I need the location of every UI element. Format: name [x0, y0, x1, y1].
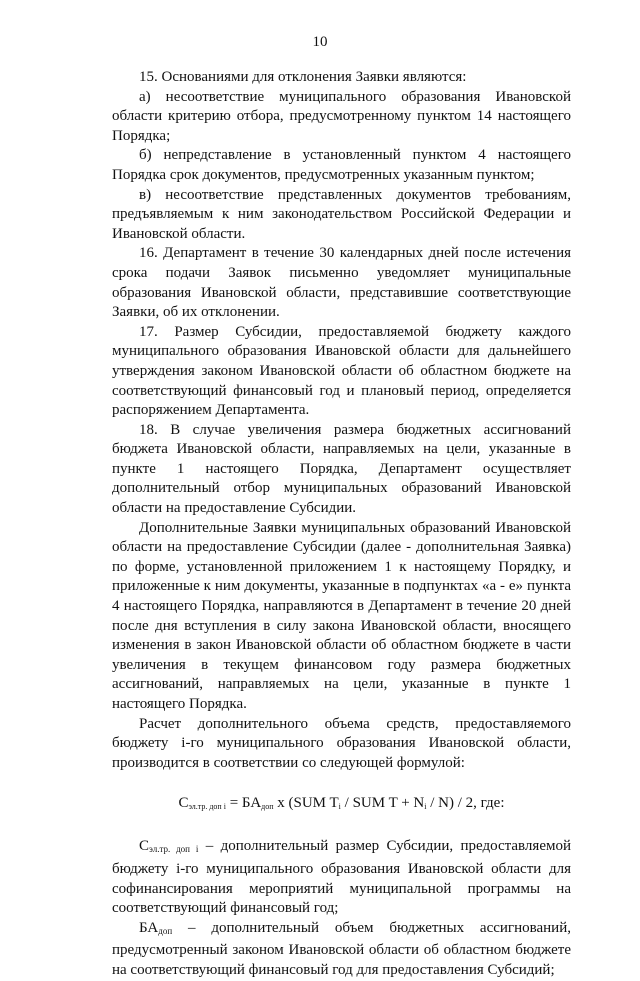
formula-ni-subscript: i [424, 802, 427, 812]
paragraph-15-a: а) несоответствие муниципального образования Ивановской области критерию отбора, предусмотренному пунктом 14 настоящего Порядка; [112, 88, 571, 144]
paragraph-15-v: в) несоответствие представленных документов требованиям, предъявляемым к ним законодательством Российской Федерации и Ивановской области. [112, 186, 571, 242]
subsidy-formula [112, 793, 571, 817]
paragraph-15-intro: 15. Основаниями для отклонения Заявки являются: [139, 69, 467, 85]
formula-ti-subscript: i [338, 802, 341, 812]
paragraph-16: 16. Департамент в течение 30 календарных дней после истечения срока подачи Заявок письменно уведомляет муниципальные образования Ивановской области, представившие соответствующие Заявки, об их отклонении. [112, 245, 571, 321]
paragraph-additional-applications: Дополнительные Заявки муниципальных образований Ивановской области на предоставление Субсидии (далее - дополнительная Заявка) по форме, установленной приложением 1 к настоящему Порядку, и приложенные к ним документы, указанные в подпунктах «а - е» пункта 4 настоящего Порядка, направляются в Департамент в течение 20 дней после дня вступления в силу закона Ивановской области, вносящего изменения в закон Ивановской области об областном бюджете в части увеличения в текущем финансовом году размера бюджетных ассигнований, направляемых на цели, указанные в пункте 1 настоящего Порядка. [112, 519, 571, 712]
definition-c-subscript: эл.тр. доп i [149, 844, 199, 855]
paragraph-18: 18. В случае увеличения размера бюджетных ассигнований бюджета Ивановской области, направляемых на цели, указанные в пункте 1 настоящего Порядка, Департамент осуществляет дополнительный отбор муниципальных образований Ивановской области на предоставление Субсидии. [112, 421, 571, 517]
page-number: 10 [312, 34, 328, 50]
formula-eq: = БА [225, 795, 262, 812]
definition-ba-symbol: БА [139, 919, 159, 936]
formula-mid: х (SUM T [273, 795, 339, 812]
paragraph-15-b: б) непредставление в установленный пунктом 4 настоящего Порядка срок документов, предусмотренных указанным пунктом; [112, 147, 571, 183]
document-body [112, 68, 571, 981]
definition-ba [112, 919, 571, 981]
paragraph-17: 17. Размер Субсидии, предоставляемой бюджету каждого муниципального образования Ивановской области для дальнейшего утверждения законом Ивановской области об областном бюджете на соответствующий финансовый год и плановый период, определяется распоряжением Департамента. [112, 323, 571, 419]
formula-c-subscript: эл.тр. доп i [188, 802, 226, 812]
formula-c: С [178, 795, 189, 812]
definition-ba-text: – дополнительный объем бюджетных ассигнований, предусмотренный законом Ивановской области об областном бюджете на соответствующий финансовый год для предоставления Субсидий; [112, 919, 571, 978]
formula-mid2: / SUM T + N [340, 795, 425, 812]
definition-c [112, 837, 571, 918]
formula-tail: / N) / 2, где: [426, 795, 505, 812]
definition-ba-subscript: доп [158, 925, 173, 936]
definition-c-text: – дополнительный размер Субсидии, предоставляемой бюджету i-го муниципального образования Ивановской области для софинансирования мероприятий муниципальной программы на соответствующий финансовый год; [112, 838, 571, 917]
paragraph-calculation: Расчет дополнительного объема средств, предоставляемого бюджету i-го муниципального образования Ивановской области, производится в соответствии со следующей формулой: [112, 715, 571, 771]
definition-c-symbol: С [139, 838, 150, 855]
formula-ba-subscript: доп [261, 802, 274, 812]
